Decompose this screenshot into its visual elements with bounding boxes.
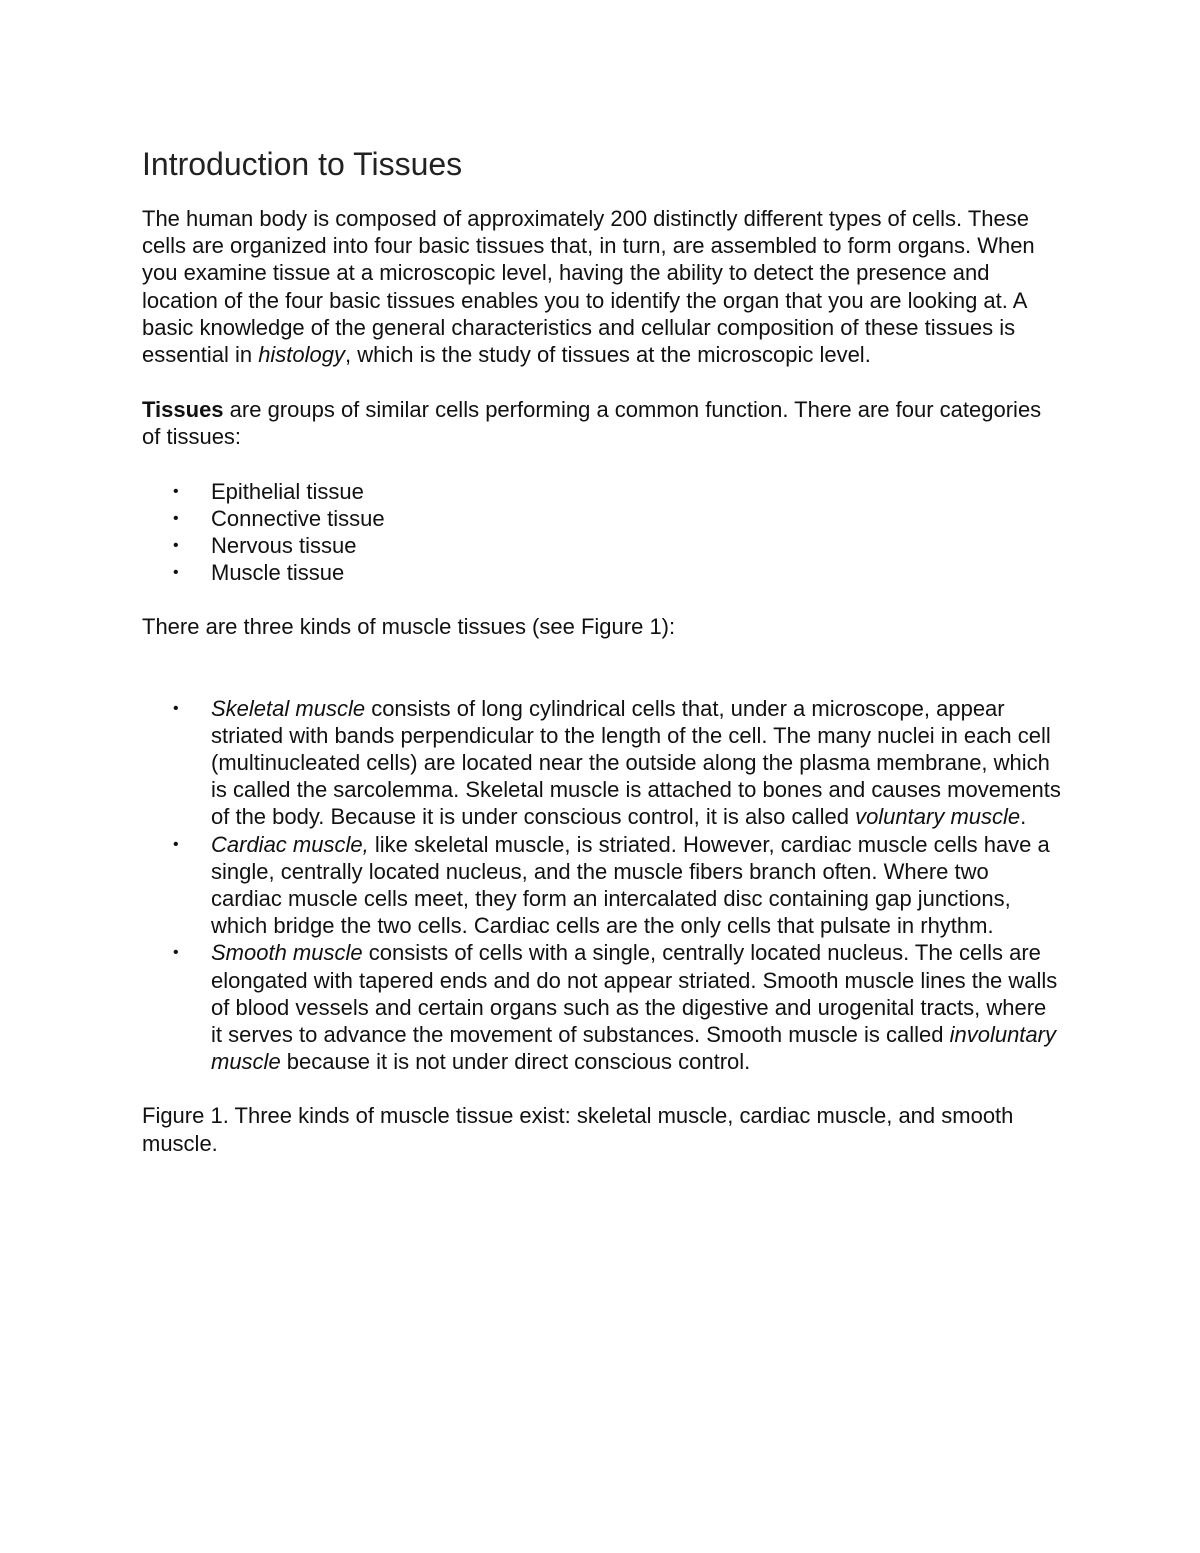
list-item-label: Muscle tissue [211, 560, 345, 586]
muscle-intro-paragraph: There are three kinds of muscle tissues (see Figure 1): [142, 614, 676, 640]
muscle-term: Cardiac muscle, [211, 831, 369, 857]
muscle-secondary-term: involuntary muscle [211, 1022, 1056, 1075]
muscle-item-smooth [142, 939, 1062, 1075]
muscle-item-skeletal [142, 695, 1062, 831]
page-title: Introduction to Tissues [142, 146, 463, 182]
bullet-icon: • [173, 835, 179, 853]
tissues-definition-text: are groups of similar cells performing a common function. There are four categories of tissues: [142, 397, 1042, 450]
figure-caption: Figure 1. Three kinds of muscle tissue exist: skeletal muscle, cardiac muscle, and smooth muscle. [142, 1103, 1014, 1156]
list-item [142, 559, 1062, 586]
list-item [142, 532, 1062, 559]
intro-text-end: , which is the study of tissues at the microscopic level. [345, 342, 871, 368]
intro-text: The human body is composed of approximately 200 distinctly different types of cells. These cells are organized into four basic tissues that, in turn, are assembled to form organs. When you examine tissue at a microscopic level, having the ability to detect the presence and location of the four basic tissues enables you to identify the organ that you are looking at. A basic knowledge of the general characteristics and cellular composition of these tissues is essential in [142, 206, 1035, 368]
muscle-description-end: because it is not under direct conscious control. [280, 1049, 751, 1075]
list-item [142, 478, 1062, 505]
tissues-definition-paragraph [142, 396, 1062, 450]
list-item-label: Connective tissue [211, 505, 385, 531]
bullet-icon: • [173, 944, 179, 962]
muscle-term: Smooth muscle [211, 940, 363, 966]
muscle-description: like skeletal muscle, is striated. However, cardiac muscle cells have a single, centrally located nucleus, and the muscle fibers branch often. Where two cardiac muscle cells meet, they form an intercalated disc containing gap junctions, which bridge the two cells. Cardiac cells are the only cells that pulsate in rhythm. [211, 831, 1050, 939]
muscle-description-end: . [1020, 804, 1027, 830]
muscle-secondary-term: voluntary muscle [855, 804, 1021, 830]
muscle-description: consists of long cylindrical cells that, under a microscope, appear striated with bands perpendicular to the length of the cell. The many nuclei in each cell (multinucleated cells) are located near the outside along the plasma membrane, which is called the sarcolemma. Skeletal muscle is attached to bones and causes movements of the body. Because it is under conscious control, it is also called [211, 695, 1061, 830]
tissue-categories-list [142, 478, 1062, 587]
muscle-types-list [142, 695, 1062, 1076]
bullet-icon: • [173, 699, 179, 717]
muscle-description: consists of cells with a single, centrally located nucleus. The cells are elongated with tapered ends and do not appear striated. Smooth muscle lines the walls of blood vessels and certain organs such as the digestive and urogenital tracts, where it serves to advance the movement of substances. Smooth muscle is called [211, 940, 1058, 1048]
intro-paragraph [142, 205, 1062, 368]
bullet-icon: • [173, 564, 179, 582]
tissues-term: Tissues [142, 397, 224, 423]
list-item [142, 505, 1062, 532]
bullet-icon: • [173, 482, 179, 500]
bullet-icon: • [173, 537, 179, 555]
document-content [142, 142, 1062, 1157]
muscle-item-cardiac [142, 831, 1062, 940]
bullet-icon: • [173, 509, 179, 527]
muscle-term: Skeletal muscle [211, 695, 366, 721]
list-item-label: Epithelial tissue [211, 478, 364, 504]
histology-term: histology [258, 342, 346, 368]
list-item-label: Nervous tissue [211, 533, 357, 559]
